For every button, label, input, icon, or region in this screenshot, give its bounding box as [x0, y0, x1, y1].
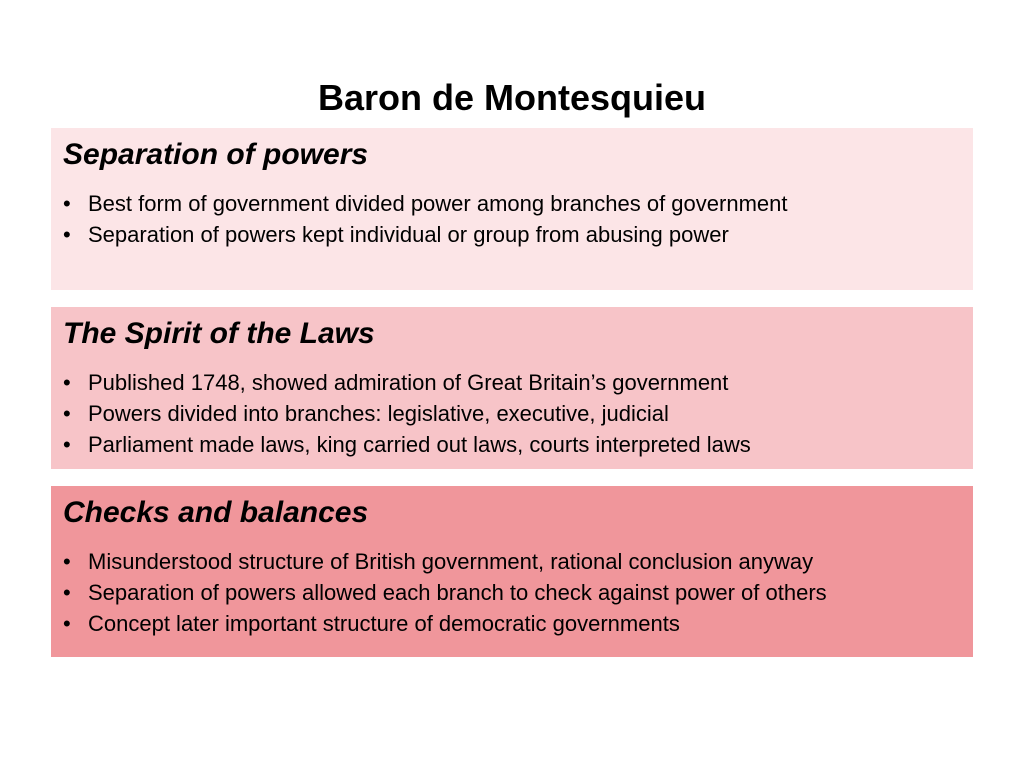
bullet-icon: • — [63, 611, 71, 636]
bullet-item — [63, 398, 961, 429]
section-heading: The Spirit of the Laws — [63, 317, 375, 350]
bullet-text: Powers divided into branches: legislative, executive, judicial — [88, 401, 669, 426]
slide-title: Baron de Montesquieu — [317, 77, 707, 118]
bullet-text: Separation of powers kept individual or group from abusing power — [88, 222, 729, 247]
bullet-icon: • — [63, 401, 71, 426]
bullet-item — [63, 367, 961, 398]
bullet-list — [63, 546, 961, 639]
bullet-icon: • — [63, 432, 71, 457]
bullet-item — [63, 608, 961, 639]
section-checks-and-balances — [51, 486, 973, 657]
bullet-icon: • — [63, 191, 71, 216]
section-heading: Checks and balances — [63, 496, 369, 529]
bullet-item — [63, 429, 961, 460]
bullet-list — [63, 367, 961, 460]
section-heading: Separation of powers — [63, 138, 369, 171]
bullet-text: Published 1748, showed admiration of Great Britain’s government — [88, 370, 729, 395]
bullet-item — [63, 577, 961, 608]
bullet-text: Separation of powers allowed each branch to check against power of others — [88, 580, 827, 605]
bullet-icon: • — [63, 580, 71, 605]
bullet-text: Misunderstood structure of British government, rational conclusion anyway — [88, 549, 814, 574]
bullet-text: Best form of government divided power among branches of government — [88, 191, 788, 216]
bullet-item — [63, 546, 961, 577]
bullet-icon: • — [63, 370, 71, 395]
bullet-text: Parliament made laws, king carried out laws, courts interpreted laws — [88, 432, 751, 457]
bullet-icon: • — [63, 222, 71, 247]
section-spirit-of-the-laws — [51, 307, 973, 469]
bullet-list — [63, 188, 961, 250]
section-separation-of-powers — [51, 128, 973, 290]
bullet-item — [63, 188, 961, 219]
bullet-item — [63, 219, 961, 250]
bullet-icon: • — [63, 549, 71, 574]
bullet-text: Concept later important structure of democratic governments — [88, 611, 680, 636]
